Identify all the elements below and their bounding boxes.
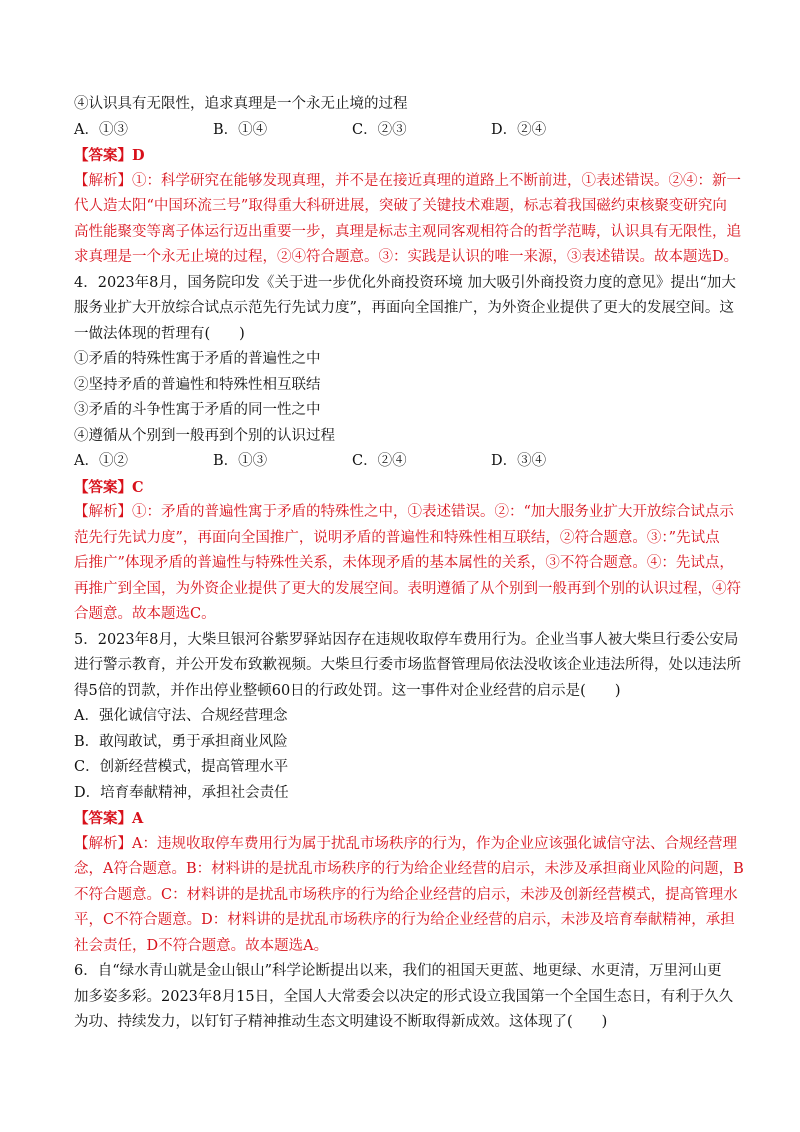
q4-item-1: ①矛盾的特殊性寓于矛盾的普遍性之中 bbox=[74, 351, 321, 367]
q4-answer: 【答案】C bbox=[74, 478, 144, 496]
q4-item-2: ②坚持矛盾的普遍性和特殊性相互联结 bbox=[74, 376, 321, 393]
q4-stem-line: 一做法体现的哲理有( ) bbox=[74, 325, 245, 342]
q4-stem-line: 4．2023年8月，国务院印发《关于进一步优化外商投资环境 加大吸引外商投资力度的意见》提出“加大 bbox=[74, 274, 736, 291]
q5-stem-line: 5．2023年8月，大柴旦银河谷紫罗驿站因存在违规收取停车费用行为。企业当事人被大柴旦行委公安局 bbox=[74, 631, 739, 648]
q5-analysis-line: 【解析】A：违规收取停车费用行为属于扰乱市场秩序的行为，作为企业应该强化诚信守法、合规经营理 bbox=[74, 835, 737, 852]
q5-option-b: B．敢闯敢试，勇于承担商业风险 bbox=[74, 733, 288, 750]
q4-option-b: B．①③ bbox=[213, 453, 268, 469]
q5-analysis-line: 不符合题意。C：材料讲的是扰乱市场秩序的行为给企业经营的启示，未涉及创新经营模式，提高管理水 bbox=[74, 886, 738, 903]
q6-stem-line: 为功、持续发力，以钉钉子精神推动生态文明建设不断取得新成效。这体现了( ) bbox=[74, 1014, 608, 1030]
q4-item-4: ④遵循从个别到一般再到个别的认识过程 bbox=[74, 427, 335, 444]
q3-option-c: C．②③ bbox=[352, 121, 407, 138]
q3-options bbox=[74, 118, 734, 144]
q4-analysis-line: 【解析】①：矛盾的普遍性寓于矛盾的特殊性之中，①表述错误。②：“加大服务业扩大开放综合试点示 bbox=[74, 504, 734, 520]
q4-analysis-line: 范先行先试力度”，再面向全国推广，说明矛盾的普遍性和特殊性相互联结，②符合题意。③：”先试点 bbox=[74, 529, 720, 546]
q5-analysis-line: 社会责任，D不符合题意。故本题选A。 bbox=[74, 937, 329, 954]
q5-analysis-line: 念，A符合题意。B：材料讲的是扰乱市场秩序的行为给企业经营的启示，未涉及承担商业风险的问题，B bbox=[74, 861, 744, 877]
q3-analysis-line: 代人造太阳“中国环流三号”取得重大科研进展，突破了关键技术难题，标志着我国磁约束核聚变研究向 bbox=[74, 198, 727, 214]
q6-stem-line: 加多姿多彩。2023年8月15日，全国人大常委会以决定的形式设立我国第一个全国生态日，有利于久久 bbox=[74, 988, 734, 1005]
q6-stem-line: 6．自“绿水青山就是金山银山”科学论断提出以来，我们的祖国天更蓝、地更绿、水更清，万里河山更 bbox=[74, 963, 722, 979]
q3-analysis-line: 高性能聚变等离子体运行迈出重要一步，真理是标志主观同客观相符合的哲学范畴，认识具有无限性，追 bbox=[74, 223, 741, 240]
q4-item-3: ③矛盾的斗争性寓于矛盾的同一性之中 bbox=[74, 402, 321, 418]
q3-analysis-line: 【解析】①：科学研究在能够发现真理，并不是在接近真理的道路上不断前进，①表述错误。②④：新一 bbox=[74, 172, 741, 189]
q4-option-a: A．①② bbox=[74, 453, 128, 469]
q4-options bbox=[74, 449, 734, 475]
q4-analysis-line: 后推广”体现矛盾的普遍性与特殊性关系，未体现矛盾的基本属性的关系，③不符合题意。④：先试点， bbox=[74, 555, 734, 571]
q5-stem-line: 进行警示教育，并公开发布致歉视频。大柴旦行委市场监督管理局依法没收该企业违法所得，处以违法所 bbox=[74, 657, 741, 673]
q5-option-c: C．创新经营模式，提高管理水平 bbox=[74, 759, 289, 775]
q4-option-d: D．③④ bbox=[491, 453, 547, 469]
q5-option-a: A．强化诚信守法、合规经营理念 bbox=[74, 708, 288, 724]
q3-option-a: A．①③ bbox=[74, 121, 128, 138]
q5-answer: 【答案】A bbox=[74, 810, 144, 827]
q3-option-d: D．②④ bbox=[491, 121, 547, 138]
q5-analysis-line: 平，C不符合题意。D：材料讲的是扰乱市场秩序的行为给企业经营的启示，未涉及培育奉献精神，承担 bbox=[74, 912, 735, 928]
q4-stem-line: 服务业扩大开放综合试点示范先行先试力度”，再面向全国推广，为外资企业提供了更大的发展空间。这 bbox=[74, 300, 734, 316]
q4-option-c: C．②④ bbox=[352, 453, 407, 469]
q3-analysis-line: 求真理是一个永无止境的过程，②④符合题意。③：实践是认识的唯一来源，③表述错误。故本题选D。 bbox=[74, 249, 739, 265]
q4-analysis-line: 合题意。故本题选C。 bbox=[74, 606, 216, 622]
q3-option-b: B．①④ bbox=[213, 121, 268, 138]
q5-stem-line: 得5倍的罚款，并作出停业整顿60日的行政处罚。这一事件对企业经营的启示是( ) bbox=[74, 682, 621, 699]
q4-analysis-line: 再推广到全国，为外资企业提供了更大的发展空间。表明遵循了从个别到一般再到个别的认识过程，④符 bbox=[74, 580, 741, 597]
q5-option-d: D．培育奉献精神，承担社会责任 bbox=[74, 784, 289, 801]
q3-answer: 【答案】D bbox=[74, 147, 145, 164]
q3-item-4: ④认识具有无限性，追求真理是一个永无止境的过程 bbox=[74, 96, 408, 112]
question-content bbox=[74, 92, 744, 1036]
